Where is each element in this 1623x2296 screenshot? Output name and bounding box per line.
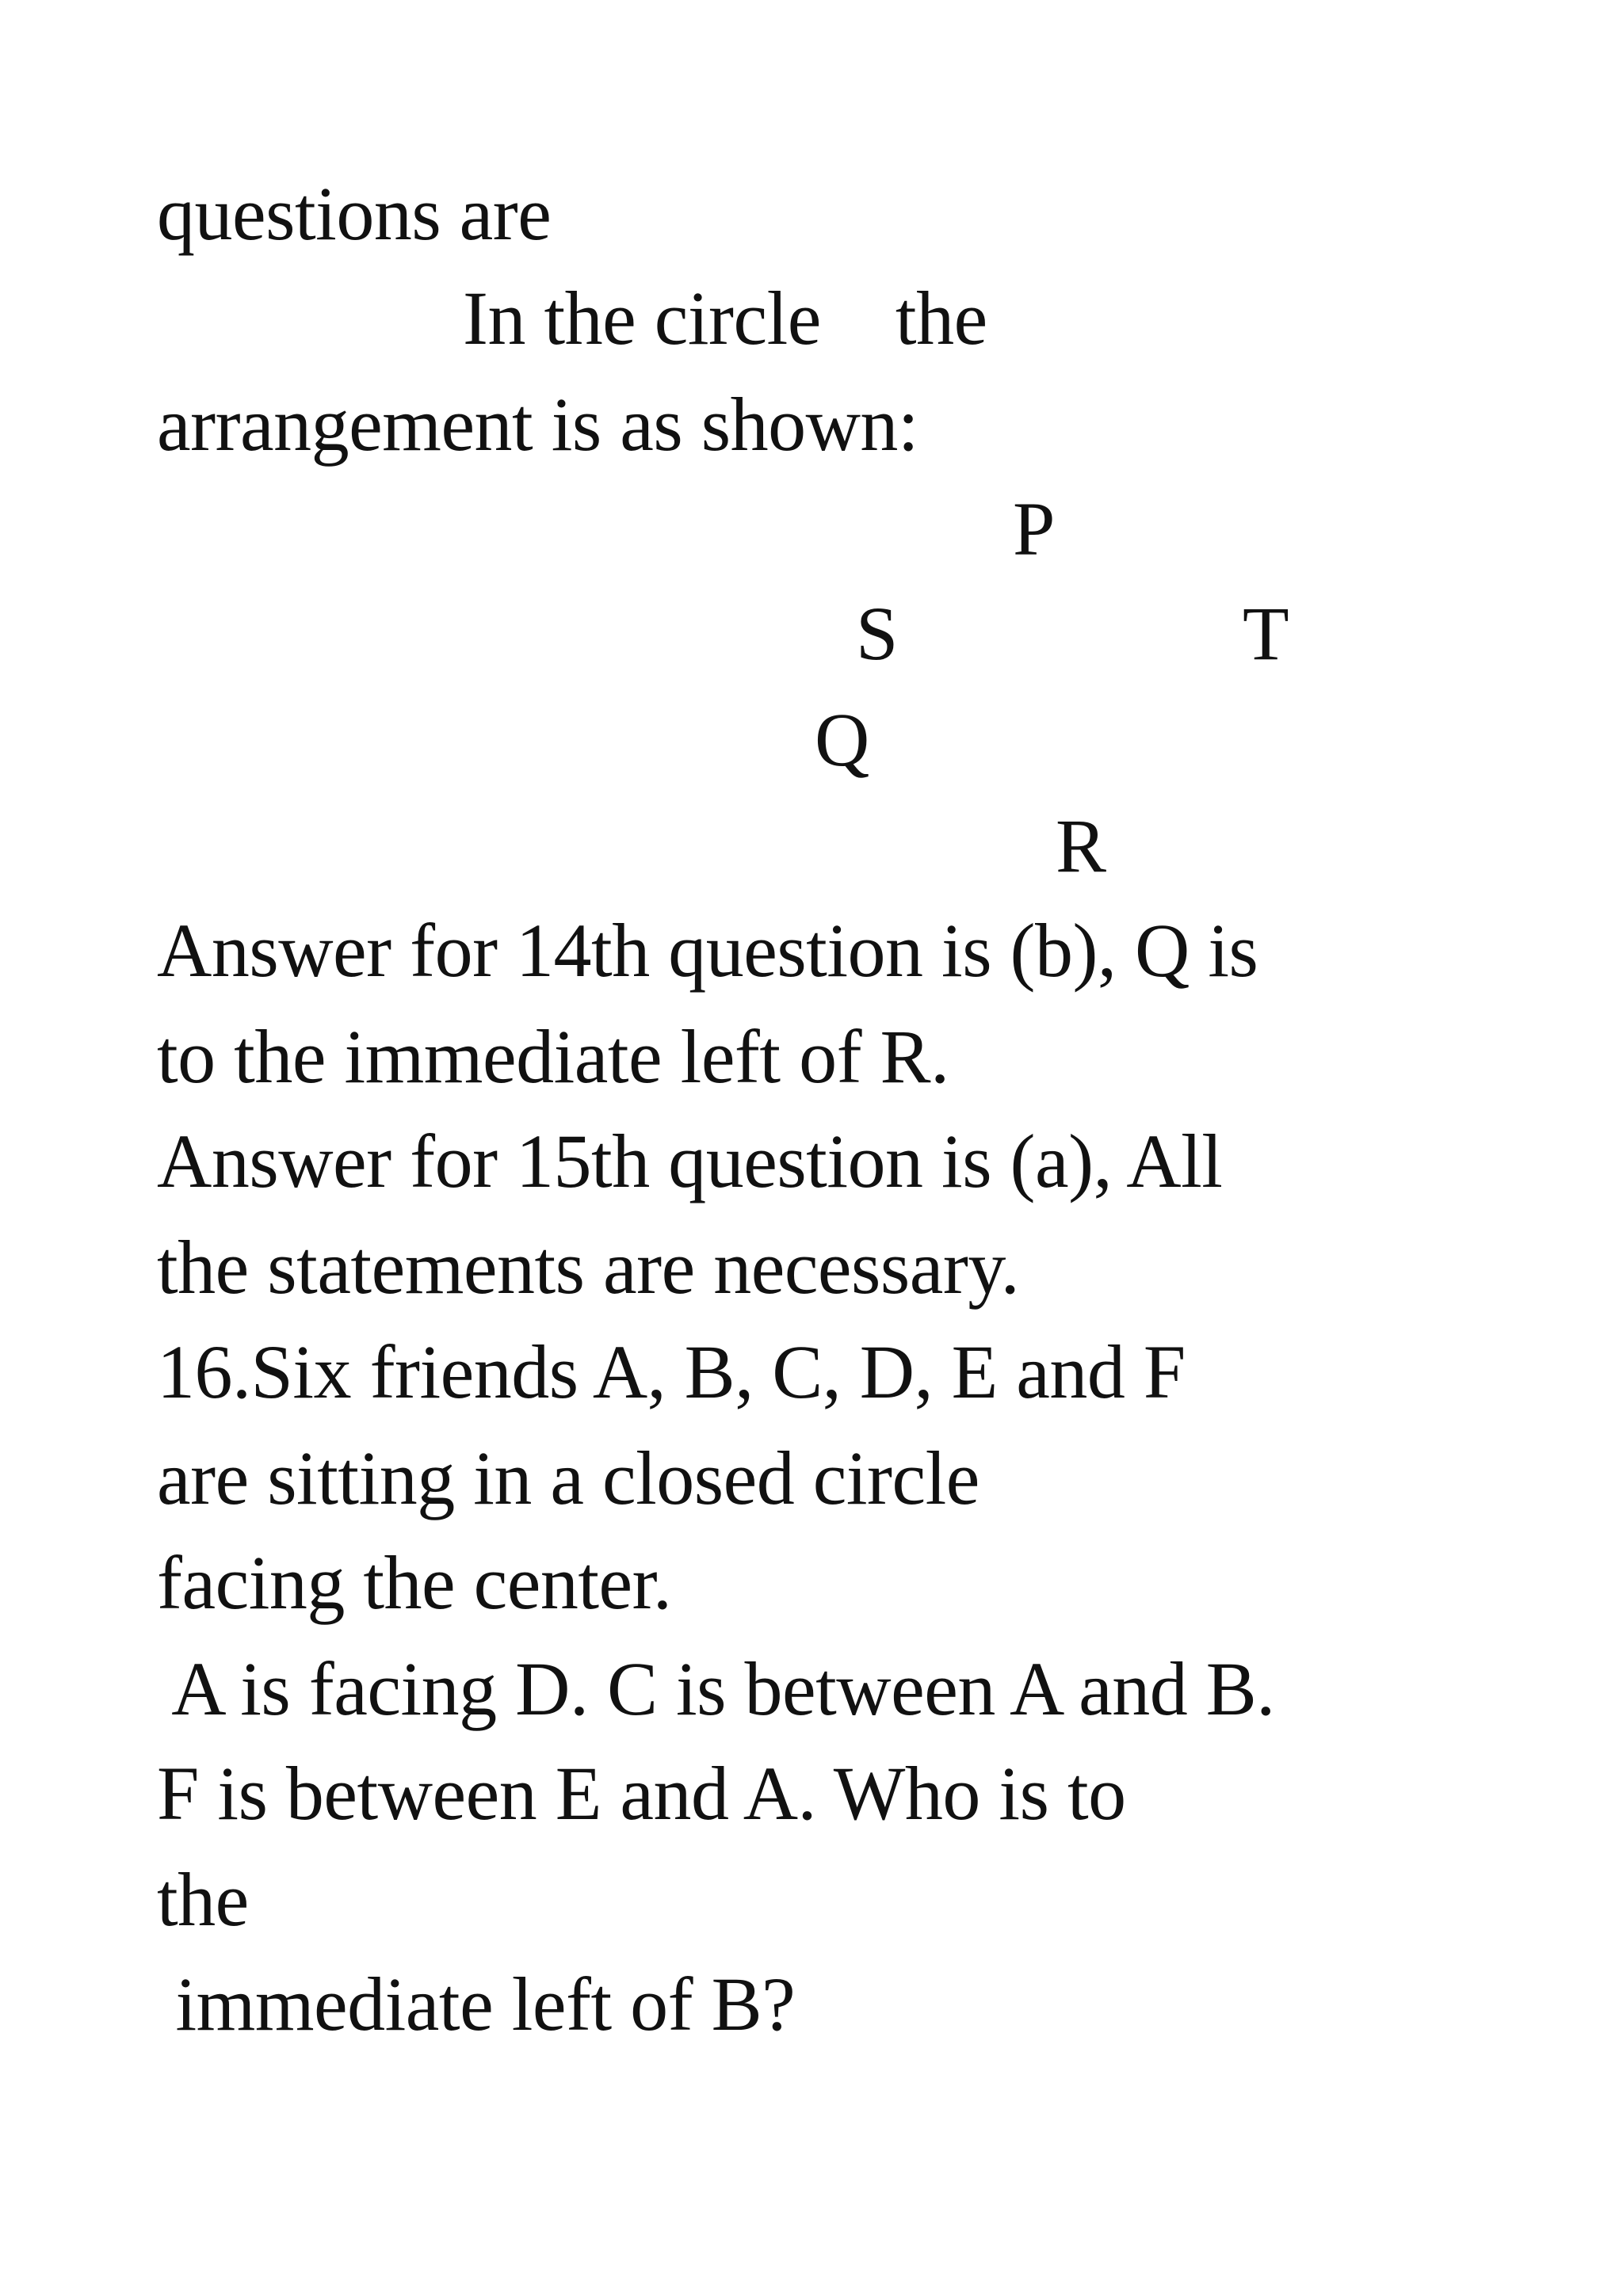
- question-16-line-4: A is facing D. C is between A and B.: [157, 1646, 1275, 1731]
- diagram-letter-r: R: [1056, 803, 1107, 888]
- question-16-line-7: immediate left of B?: [157, 1962, 796, 2046]
- diagram-letter-t: T: [1243, 591, 1289, 676]
- diagram-letter-p: P: [1013, 486, 1056, 571]
- question-16-line-6: the: [157, 1857, 249, 1942]
- intro-line-1: questions are: [157, 171, 552, 256]
- diagram-letter-q: Q: [815, 697, 870, 782]
- question-16-line-3: facing the center.: [157, 1540, 672, 1625]
- answer-15-line-1: Answer for 15th question is (a), All: [157, 1119, 1223, 1203]
- answer-15-line-2: the statements are necessary.: [157, 1225, 1020, 1310]
- question-16-line-1: 16.Six friends A, B, C, D, E and F: [157, 1329, 1186, 1414]
- answer-14-line-2: to the immediate left of R.: [157, 1014, 949, 1099]
- answer-14-line-1: Answer for 14th question is (b), Q is: [157, 908, 1258, 993]
- question-16-line-5: F is between E and A. Who is to: [157, 1751, 1126, 1836]
- intro-line-2: In the circle the: [463, 276, 987, 360]
- question-16-line-2: are sitting in a closed circle: [157, 1436, 980, 1520]
- intro-line-3: arrangement is as shown:: [157, 382, 919, 467]
- diagram-letter-s: S: [856, 591, 899, 676]
